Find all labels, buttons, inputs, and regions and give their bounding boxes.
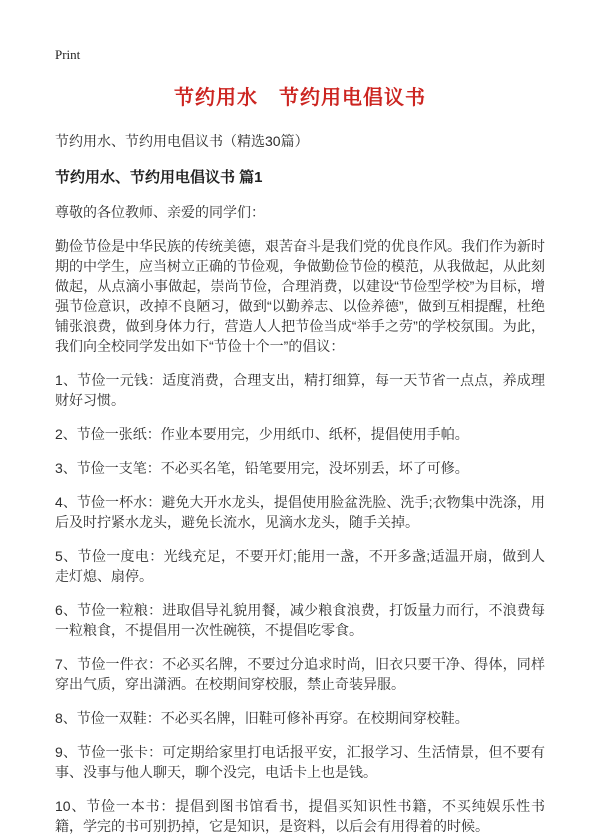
list-item: 4、节俭一杯水：避免大开水龙头，提倡使用脸盆洗脸、洗手;衣物集中洗涤，用后及时拧紧水龙头，避免长流水，见滴水龙头，随手关掉。 <box>55 494 545 530</box>
intro-paragraph: 勤俭节俭是中华民族的传统美德，艰苦奋斗是我们党的优良作风。我们作为新时期的中学生，应当树立正确的节俭观，争做勤俭节俭的模范，从我做起，从此刻做起，从点滴小事做起，崇尚节俭，合理消费，以建设“节俭型学校”为目标，增强节俭意识，改掉不良陋习，做到“以勤养志、以俭养德”，做到互相提醒，杜绝铺张浪费，做到身体力行，营造人人把节俭当成“举手之劳”的学校氛围。为此，我们向全校同学发出如下“节俭十个一”的倡议： <box>55 238 545 354</box>
list-item: 9、节俭一张卡：可定期给家里打电话报平安，汇报学习、生活情景，但不要有事、没事与他人聊天，聊个没完，电话卡上也是钱。 <box>55 744 545 780</box>
list-item: 5、节俭一度电：光线充足，不要开灯;能用一盏，不开多盏;适温开扇，做到人走灯熄、扇停。 <box>55 548 545 584</box>
list-item: 6、节俭一粒粮：进取倡导礼貌用餐，减少粮食浪费，打饭量力而行，不浪费每一粒粮食，不提倡用一次性碗筷，不提倡吃零食。 <box>55 602 545 638</box>
section-heading: 节约用水、节约用电倡议书 篇1 <box>55 169 263 186</box>
list-item: 3、节俭一支笔：不必买名笔，铅笔要用完，没坏别丢，坏了可修。 <box>55 460 469 476</box>
page-title: 节约用水 节约用电倡议书 <box>174 87 426 109</box>
greeting-line: 尊敬的各位教师、亲爱的同学们： <box>55 204 265 220</box>
list-item: 10、节俭一本书：提倡到图书馆看书，提倡买知识性书籍，不买纯娱乐性书籍，学完的书可别扔掉，它是知识，是资料，以后会有用得着的时候。 <box>55 798 545 834</box>
page-subtitle: 节约用水、节约用电倡议书（精选30篇） <box>55 133 309 149</box>
list-item: 2、节俭一张纸：作业本要用完，少用纸巾、纸杯，提倡使用手帕。 <box>55 426 469 442</box>
list-item: 7、节俭一件衣：不必买名牌，不要过分追求时尚，旧衣只要干净、得体，同样穿出气质，穿出潇洒。在校期间穿校服，禁止奇装异服。 <box>55 656 545 692</box>
list-item: 1、节俭一元钱：适度消费，合理支出，精打细算，每一天节省一点点，养成理财好习惯。 <box>55 372 545 408</box>
list-item: 8、节俭一双鞋：不必买名牌，旧鞋可修补再穿。在校期间穿校鞋。 <box>55 710 469 726</box>
print-button[interactable]: Print <box>55 47 81 62</box>
proposal-list <box>55 370 545 836</box>
